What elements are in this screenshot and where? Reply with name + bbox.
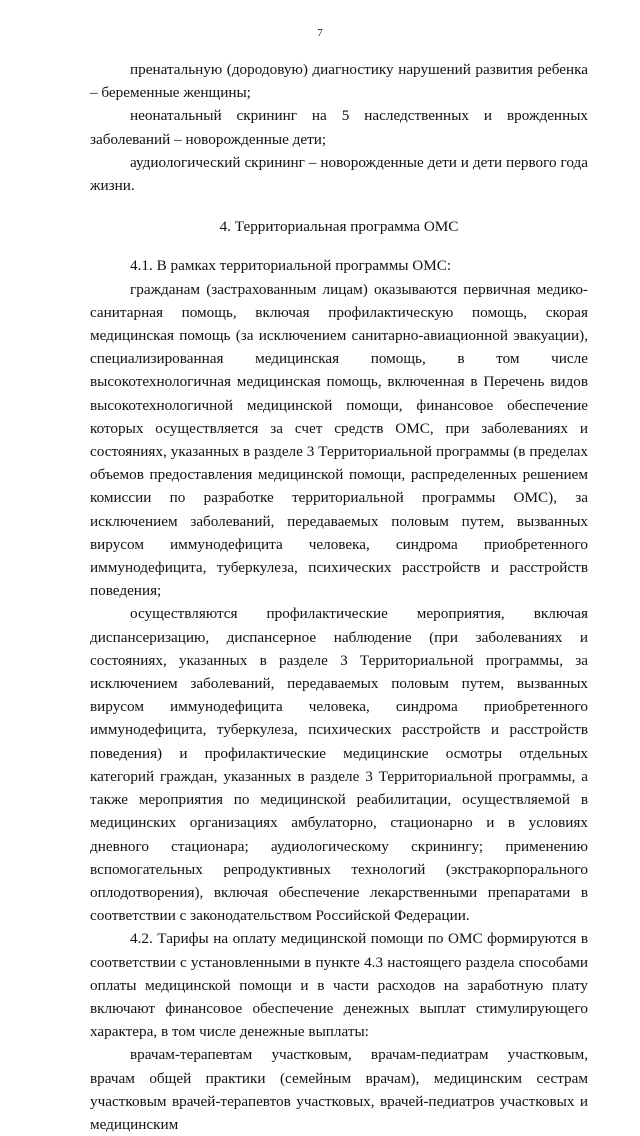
paragraph-neonatal: неонатальный скрининг на 5 наследственных и врожденных заболеваний – новорожденные дети; <box>90 107 588 148</box>
document-body <box>90 58 588 1136</box>
section-heading: 4. Территориальная программа ОМС <box>219 218 459 236</box>
paragraph-4-1-b: осуществляются профилактические мероприятия, включая диспансеризацию, диспансерное наблюдение (при заболеваниях и состояниях, указанных в разделе 3 Территориальной программы, за исключением заболеваний, передаваемых половым путем, вызванных вирусом иммунодефицита человека, синдрома приобретенного иммунодефицита, туберкулеза, психических расстройств и расстройств поведения) и профилактические медицинские осмотры отдельных категорий граждан, указанных в разделе 3 Территориальной программы, а также мероприятия по медицинской реабилитации, осуществляемой в медицинских организациях амбулаторно, стационарно и в условиях дневного стационара; аудиологическому скринингу; применению вспомогательных репродуктивных технологий (экстракорпорального оплодотворения), включая обеспечение лекарственными препаратами в соответствии с законодательством Российской Федерации. <box>90 605 588 925</box>
paragraph-4-2-a: врачам-терапевтам участковым, врачам-педиатрам участковым, врачам общей практики (семейным врачам), медицинским сестрам участковым врачей-терапевтов участковых, врачей-педиатров участковых и медицинским <box>90 1046 588 1133</box>
paragraph-prenatal: пренатальную (дородовую) диагностику нарушений развития ребенка – беременные женщины; <box>90 61 588 102</box>
page-number: 7 <box>317 27 323 39</box>
paragraph-4-1-a: гражданам (застрахованным лицам) оказываются первичная медико-санитарная помощь, включая профилактическую помощь, скорая медицинская помощь (за исключением санитарно-авиационной эвакуации), специализированная медицинская помощь, в том числе высокотехнологичная медицинская помощь, включенная в Перечень видов высокотехнологичной медицинской помощи, финансовое обеспечение которых осуществляется за счет средств ОМС, при заболеваниях и состояниях, указанных в разделе 3 Территориальной программы (в пределах объемов предоставления медицинской помощи, распределенных решением комиссии по разработке территориальной программы ОМС), за исключением заболеваний, передаваемых половым путем, вызванных вирусом иммунодефицита человека, синдрома приобретенного иммунодефицита, туберкулеза, психических расстройств и расстройств поведения; <box>90 280 588 600</box>
paragraph-4-1-intro: 4.1. В рамках территориальной программы ОМС: <box>130 257 452 275</box>
paragraph-4-2: 4.2. Тарифы на оплату медицинской помощи по ОМС формируются в соответствии с установленными в пункте 4.3 настоящего раздела способами оплаты медицинской помощи и в части расходов на заработную плату включают финансовое обеспечение денежных выплат стимулирующего характера, в том числе денежные выплаты: <box>90 930 588 1041</box>
paragraph-audiological: аудиологический скрининг – новорожденные дети и дети первого года жизни. <box>90 153 588 195</box>
